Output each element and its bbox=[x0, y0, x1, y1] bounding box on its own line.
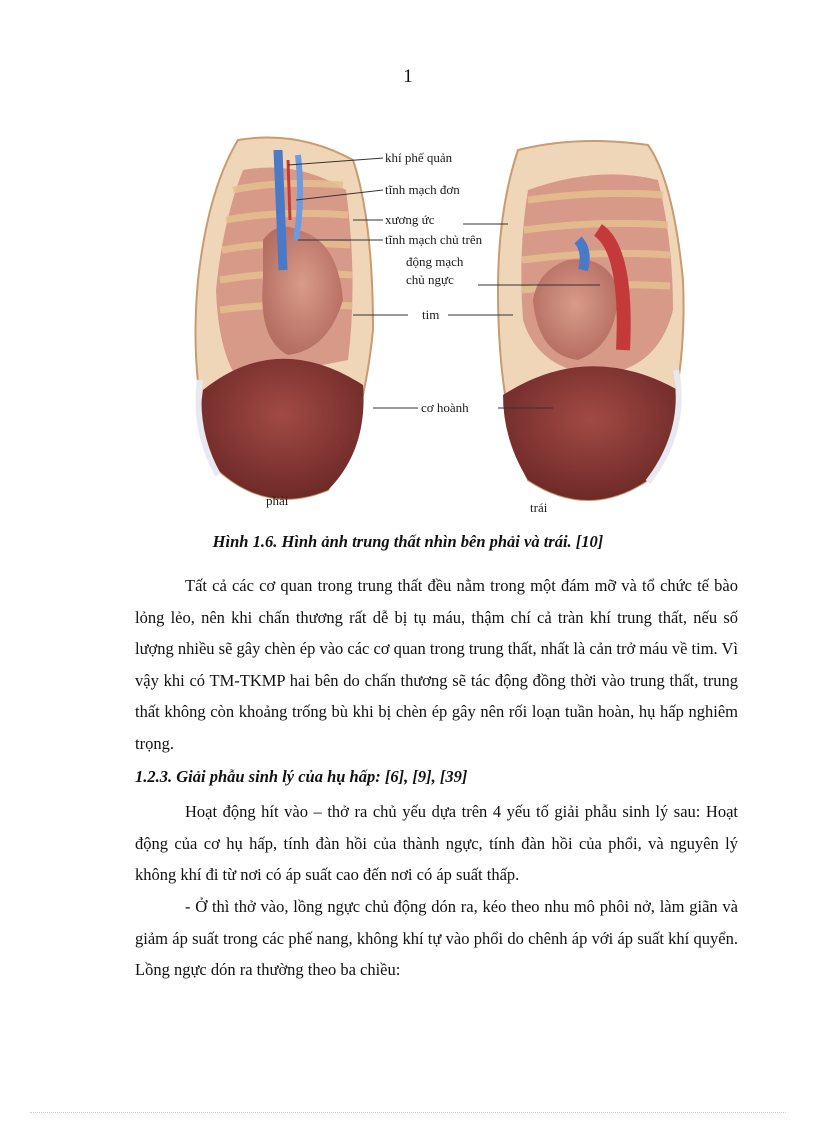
left-view-thorax bbox=[498, 141, 684, 500]
label-sternum: xương ức bbox=[385, 212, 435, 227]
label-thoracic-aorta-line2: chủ ngực bbox=[406, 272, 454, 287]
label-left-side: trái bbox=[530, 500, 548, 515]
paragraph-respiration: Hoạt động hít vào – thở ra chủ yếu dựa trên 4 yếu tố giải phẫu sinh lý sau: Hoạt động của cơ hụ hấp, tính đàn hồi của thành ngực, tính đàn hồi của phổi, và nguyên lý không khí đi từ nơi có áp suất cao đến nơi có áp suất thấp. bbox=[135, 802, 738, 885]
figure-caption: Hình 1.6. Hình ảnh trung thất nhìn bên phải và trái. [10] bbox=[212, 532, 604, 551]
paragraph-inspiration: - Ở thì thở vào, lồng ngực chủ động dón ra, kéo theo nhu mô phôi nở, làm giãn và giảm áp suất trong các phế nang, không khí tự vào phổi do chênh áp với áp suất khí quyển. Lồng ngực dón ra thường theo ba chiều: bbox=[135, 897, 738, 980]
section-heading: 1.2.3. Giải phẫu sinh lý của hụ hấp: [6], [9], [39] bbox=[135, 767, 468, 786]
footer-divider bbox=[30, 1112, 786, 1113]
label-thoracic-aorta-line1: động mạch bbox=[406, 254, 464, 269]
page-number: 1 bbox=[403, 66, 413, 87]
right-view-thorax bbox=[196, 138, 374, 499]
label-diaphragm: cơ hoành bbox=[421, 400, 469, 415]
label-azygos-vein: tĩnh mạch đơn bbox=[385, 182, 460, 197]
label-heart: tim bbox=[422, 307, 440, 322]
label-right-side: phải bbox=[266, 493, 289, 508]
mediastinum-illustration bbox=[178, 130, 698, 525]
paragraph-mediastinum: Tất cả các cơ quan trong trung thất đều nằm trong một đám mỡ và tổ chức tế bào lỏng lẻo, nên khi chấn thương rất dễ bị tụ máu, thậm chí cả tràn khí trung thất, nếu số lượng nhiều sẽ gây chèn ép vào các cơ quan trong trung thất, nhất là cản trở máu về tim. Vì vậy khi có TM-TKMP hai bên do chấn thương sẽ tác động đồng thời vào trung thất, trung thất không còn khoảng trống bù khi bị chèn ép gây nên rối loạn tuần hoàn, hụ hấp nghiêm trọng. bbox=[135, 576, 738, 753]
label-bronchus: khí phế quản bbox=[385, 150, 453, 165]
anatomy-figure bbox=[178, 130, 698, 525]
label-superior-vena-cava: tĩnh mạch chủ trên bbox=[385, 232, 483, 247]
